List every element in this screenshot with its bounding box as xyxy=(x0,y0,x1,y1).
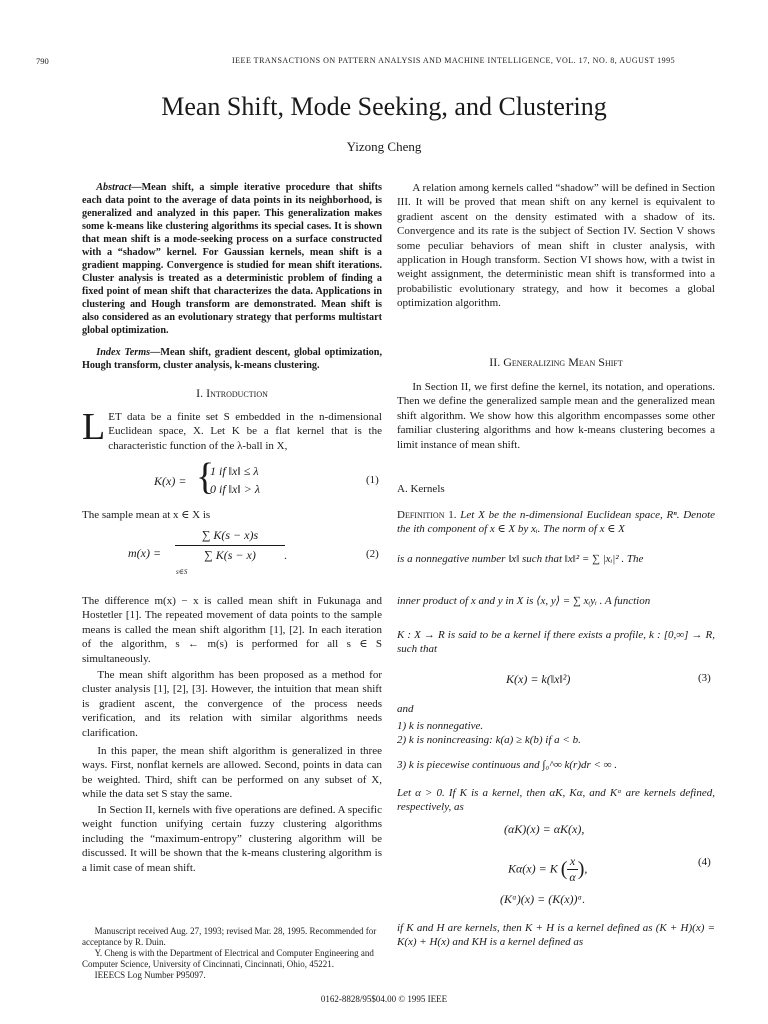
right-paragraph-3: Let α > 0. If K is a kernel, then αK, Kα, and Kᵅ are kernels defined, respectively, as xyxy=(397,787,715,814)
intro-paragraph-1: LET data be a finite set S embedded in the n-dimensional Euclidean space, X. Let K be a flat kernel that is the characteristic function of the λ-ball in X, xyxy=(82,406,382,452)
subsection-a-heading: A. Kernels xyxy=(397,483,445,495)
condition-1: 1) k is nonnegative. xyxy=(397,720,484,732)
condition-3: 3) k is piecewise continuous and ∫₀^∞ k(r)dr < ∞ . xyxy=(397,759,618,771)
intro-paragraph-3: The difference m(x) − x is called mean shift in Fukunaga and Hostetler [1]. The repeated movement of data points to the sample means is called the mean shift algorithm [1], [2]. In each iteration of the algorithm, s ← m(s) is performed for all s ∈ S simultaneously. xyxy=(82,595,382,665)
eq2-number: (2) xyxy=(366,548,379,560)
footnote-line-3: IEEECS Log Number P95097. xyxy=(94,970,206,980)
footnote-line-2: Y. Cheng is with the Department of Electrical and Computer Engineering and Computer Science, University of Cincinnati, Cincinnati, Ohio, 45221. xyxy=(82,948,374,969)
dropcap: L xyxy=(82,406,106,448)
eq1-lhs: K(x) = xyxy=(154,474,187,488)
eq4-fraction: $\frac{x}{\alpha}$ xyxy=(569,854,576,884)
section-1-heading: I. Introduction xyxy=(196,386,268,400)
right-paragraph-2: In Section II, we first define the kernel, its notation, and operations. Then we define the generalized sample mean and the generalized mean shift algorithm. We show how this algorithm encompasses some other familiar clustering algorithms and how k-means clustering becomes a limit instance of mean shift. xyxy=(397,381,715,451)
eq3-number: (3) xyxy=(698,672,711,684)
eq4-number: (4) xyxy=(698,856,711,868)
index-terms-label: Index Terms xyxy=(96,347,151,358)
footnote-line-1: Manuscript received Aug. 27, 1993; revised Mar. 28, 1995. Recommended for acceptance by R. Duin. xyxy=(82,926,377,947)
eq2-denominator: ∑ K(s − x) xyxy=(204,548,256,562)
eq2-period: . xyxy=(284,548,287,562)
abstract-text: —Mean shift, a simple iterative procedure that shifts each data point to the average of data points in its neighborhood, is generalized and analyzed in this paper. This generalization makes some k-means like clustering algorithms its special cases. It is shown that mean shift is a mode-seeking process on a surface constructed with a “shadow” kernel. For Gaussian kernels, mean shift is a gradient mapping. Convergence is studied for mean shift iterations. Cluster analysis is treated as a deterministic problem of finding a fixed point of mean shift that characterizes the data. Applications in clustering and Hough transform are demonstrated. Mean shift is also considered as an evolutionary strategy that performs multistart global optimization. xyxy=(82,182,382,336)
footnote xyxy=(82,926,382,981)
intro-paragraph-2: The sample mean at x ∈ X is xyxy=(82,509,211,521)
intro-paragraph-5: In this paper, the mean shift algorithm is generalized in three ways. First, nonflat kernels are allowed. Second, points in data can be weighted. Third, shift can be performed on any subset of X, while the data set S stay the same. xyxy=(82,745,382,801)
eq1-number: (1) xyxy=(366,474,379,486)
eq4-line-1: (αK)(x) = αK(x), xyxy=(504,822,585,836)
index-terms xyxy=(82,346,382,372)
eq2-numerator: ∑ K(s − x)s xyxy=(175,528,285,546)
condition-2: 2) k is nonincreasing: k(a) ≥ k(b) if a < b. xyxy=(397,734,581,746)
definition-1-d: K : X → R is said to be a kernel if there exists a profile, k : [0,∞] → R, such that xyxy=(397,629,715,656)
eq1-brace: { xyxy=(196,456,215,498)
eq2-lhs: m(x) = xyxy=(128,546,162,560)
definition-1-c: inner product of x and y in X is ⟨x, y⟩ = ∑ xᵢyᵢ . A function xyxy=(397,595,651,607)
eq3: K(x) = k(‖x‖²) xyxy=(506,672,571,686)
eq1-case-2: 0 if ‖x‖ > λ xyxy=(210,482,261,496)
paper-title: Mean Shift, Mode Seeking, and Clustering xyxy=(161,92,607,121)
eq1-case-1: 1 if ‖x‖ ≤ λ xyxy=(210,464,259,478)
right-paragraph-4: if K and H are kernels, then K + H is a kernel defined as (K + H)(x) = K(x) + H(x) and KH is a kernel defined as xyxy=(397,922,715,949)
intro-paragraph-4: The mean shift algorithm has been proposed as a method for cluster analysis [1], [2], [3]. However, the intuition that mean shift is gradient ascent, the convergence of the process needs verification, and its relation with similar algorithms needs clarification. xyxy=(82,669,382,739)
eq2-subscript: s∈S xyxy=(176,568,188,576)
definition-1-label: Definition 1. xyxy=(397,509,457,521)
index-terms-text: —Mean shift, gradient descent, global optimization, Hough transform, cluster analysis, k-means clustering. xyxy=(82,347,382,371)
definition-1-b: is a nonnegative number ‖x‖ such that ‖x‖² = ∑ |xᵢ|² . The xyxy=(397,553,644,565)
right-paragraph-1: A relation among kernels called “shadow” will be defined in Section III. It will be proved that mean shift on any kernel is equivalent to gradient ascent on the density estimated with a shadow of its. Convergence and its rate is the subject of Section IV. Section V shows some peculiar behaviors of mean shift in cluster analysis, with application in Hough transform. Section VI shows how, with a twist in weight assignment, the deterministic mean shift is transformed into a probabilistic evolutionary strategy, and how it becomes a global optimization algorithm. xyxy=(397,182,715,310)
and-word: and xyxy=(397,703,414,715)
section-2-heading: II. Generalizing Mean Shift xyxy=(489,355,623,369)
eq4-line-2: Kα(x) = K ( $\frac{x}{\alpha}$ ), xyxy=(508,854,588,884)
journal-header: IEEE TRANSACTIONS ON PATTERN ANALYSIS AND MACHINE INTELLIGENCE, VOL. 17, NO. 8, AUGUST 1995 xyxy=(232,56,676,65)
page-number: 790 xyxy=(36,56,49,66)
eq2-fraction xyxy=(175,528,285,563)
issn-line: 0162-8828/95$04.00 © 1995 IEEE xyxy=(320,994,448,1004)
eq4-line-3: (Kᵅ)(x) = (K(x))ᵅ. xyxy=(500,892,586,906)
definition-1-a: Definition 1. Let X be the n-dimensional Euclidean space, Rⁿ. Denote the ith component of x ∈ X by xᵢ. The norm of x ∈ X xyxy=(397,509,716,536)
abstract-label: Abstract xyxy=(96,182,132,193)
paper-author: Yizong Cheng xyxy=(346,139,422,154)
abstract xyxy=(82,181,382,337)
intro-paragraph-6: In Section II, kernels with five operations are defined. A specific weight function unifying certain fuzzy clustering algorithms including the “maximum-entropy” clustering algorithm will be discussed. It will be shown that the k-means clustering algorithm is a limit case of mean shift. xyxy=(82,804,382,874)
